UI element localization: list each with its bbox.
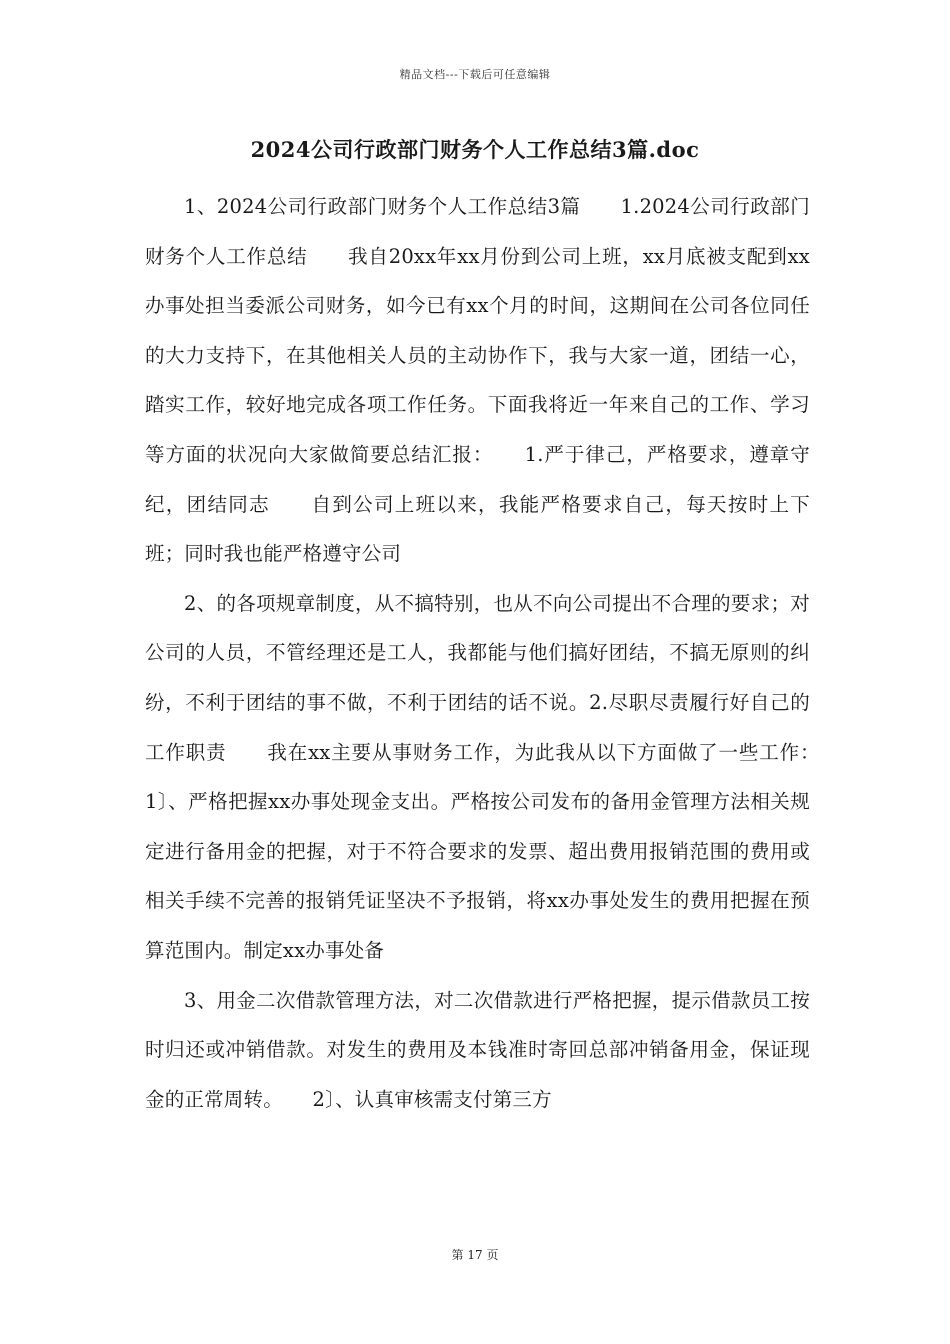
page-header-note: 精品文档---下载后可任意编辑: [399, 68, 551, 81]
document-body: [145, 182, 850, 1124]
paragraph-2: 2、的各项规章制度，从不搞特别，也从不向公司提出不合理的要求；对公司的人员，不管经理还是工人，我都能与他们搞好团结，不搞无原则的纠纷，不利于团结的事不做，不利于团结的话不说。2.尽职尽责履行好自己的工作职责 我在xx主要从事财务工作，为此我从以下方面做了一些工作： 1〕、严格把握xx办事处现金支出。严格按公司发布的备用金管理方法相关规定进行备用金的把握，对于不符合要求的发票、超出费用报销范围的费用或相关手续不完善的报销凭证坚决不予报销，将xx办事处发生的费用把握在预算范围内。制定xx办事处备: [145, 591, 850, 962]
page-number: 第 17 页: [451, 1248, 499, 1262]
paragraph-3: 3、用金二次借款管理方法，对二次借款进行严格把握，提示借款员工按时归还或冲销借款。对发生的费用及本钱准时寄回总部冲销备用金，保证现金的正常周转。 2〕、认真审核需支付第三方: [145, 988, 810, 1111]
paragraph-1: 1、2024公司行政部门财务个人工作总结3篇 1.2024公司行政部门财务个人工作总结 我自20xx年xx月份到公司上班，xx月底被支配到xx办事处担当委派公司财务，如今已有xx个月的时间，这期间在公司各位同任的大力支持下，在其他相关人员的主动协作下，我与大家一道，团结一心，踏实工作，较好地完成各项工作任务。下面我将近一年来自己的工作、学习等方面的状况向大家做简要总结汇报： 1.严于律己，严格要求，遵章守纪，团结同志 自到公司上班以来，我能严格要求自己，每天按时上下班；同时我也能严格遵守公司: [145, 195, 810, 566]
document-title: 2024公司行政部门财务个人工作总结3篇.doc: [250, 137, 700, 162]
